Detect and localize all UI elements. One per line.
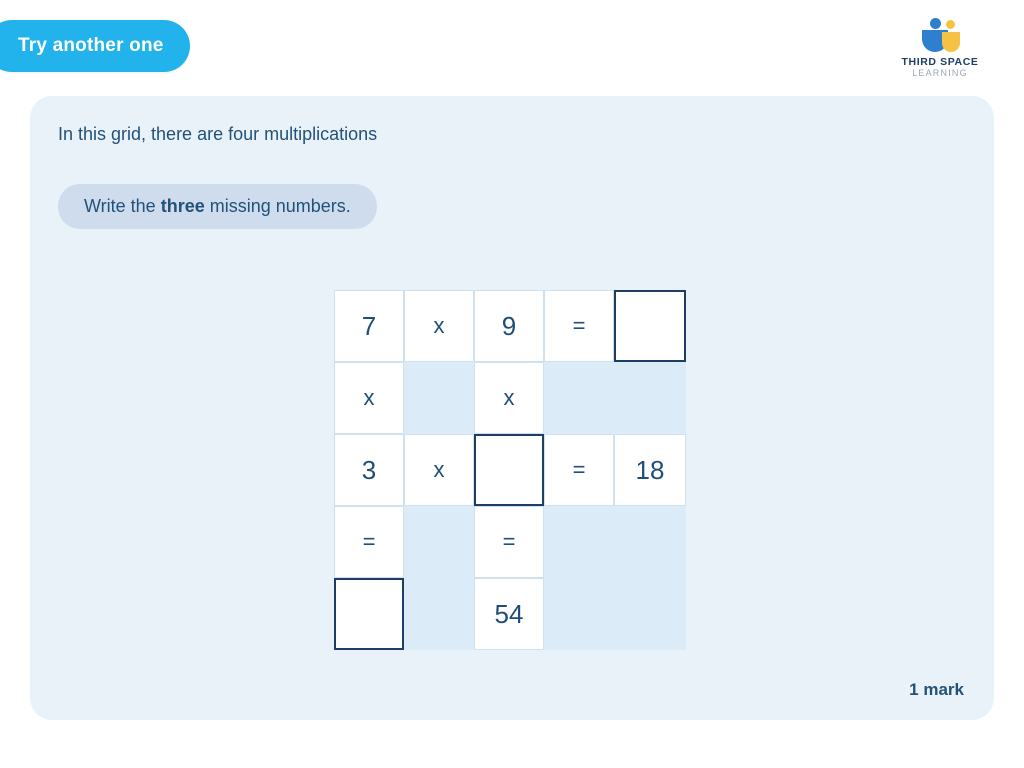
logo-line-2: LEARNING [912,68,968,78]
grid-cell: = [544,290,614,362]
grid-answer-box[interactable] [614,290,686,362]
logo-line-1: THIRD SPACE [901,56,979,68]
grid-cell: 7 [334,290,404,362]
instruction-bold: three [160,196,205,216]
multiplication-grid [334,290,686,650]
grid-cell: x [474,362,544,434]
grid-cell [614,506,686,578]
grid-cell: x [404,290,474,362]
mark-label: 1 mark [909,680,964,699]
logo-mark-icon [912,18,968,52]
grid-cell [544,578,614,650]
grid-cell: = [474,506,544,578]
instruction-suffix: missing numbers. [204,196,351,216]
grid-answer-box[interactable] [334,578,404,650]
try-another-one-button[interactable] [0,20,190,72]
grid-cell [404,362,474,434]
grid-cell [404,506,474,578]
grid-cell [544,362,614,434]
grid-cell [614,578,686,650]
grid-cell: 3 [334,434,404,506]
grid-cell [614,362,686,434]
instruction-pill [58,184,377,229]
try-another-one-label: Try another one [18,35,164,56]
grid-cell: = [334,506,404,578]
grid-cell: x [334,362,404,434]
grid-answer-box[interactable] [474,434,544,506]
grid-cell [404,578,474,650]
grid-cell: 54 [474,578,544,650]
grid-cell: x [404,434,474,506]
grid-cell: 9 [474,290,544,362]
question-card [30,96,994,720]
grid-cell: = [544,434,614,506]
grid-cell: 18 [614,434,686,506]
instruction-prefix: Write the [84,196,161,216]
grid-cell [544,506,614,578]
third-space-learning-logo [880,18,1000,78]
question-prompt: In this grid, there are four multiplications [58,124,378,144]
